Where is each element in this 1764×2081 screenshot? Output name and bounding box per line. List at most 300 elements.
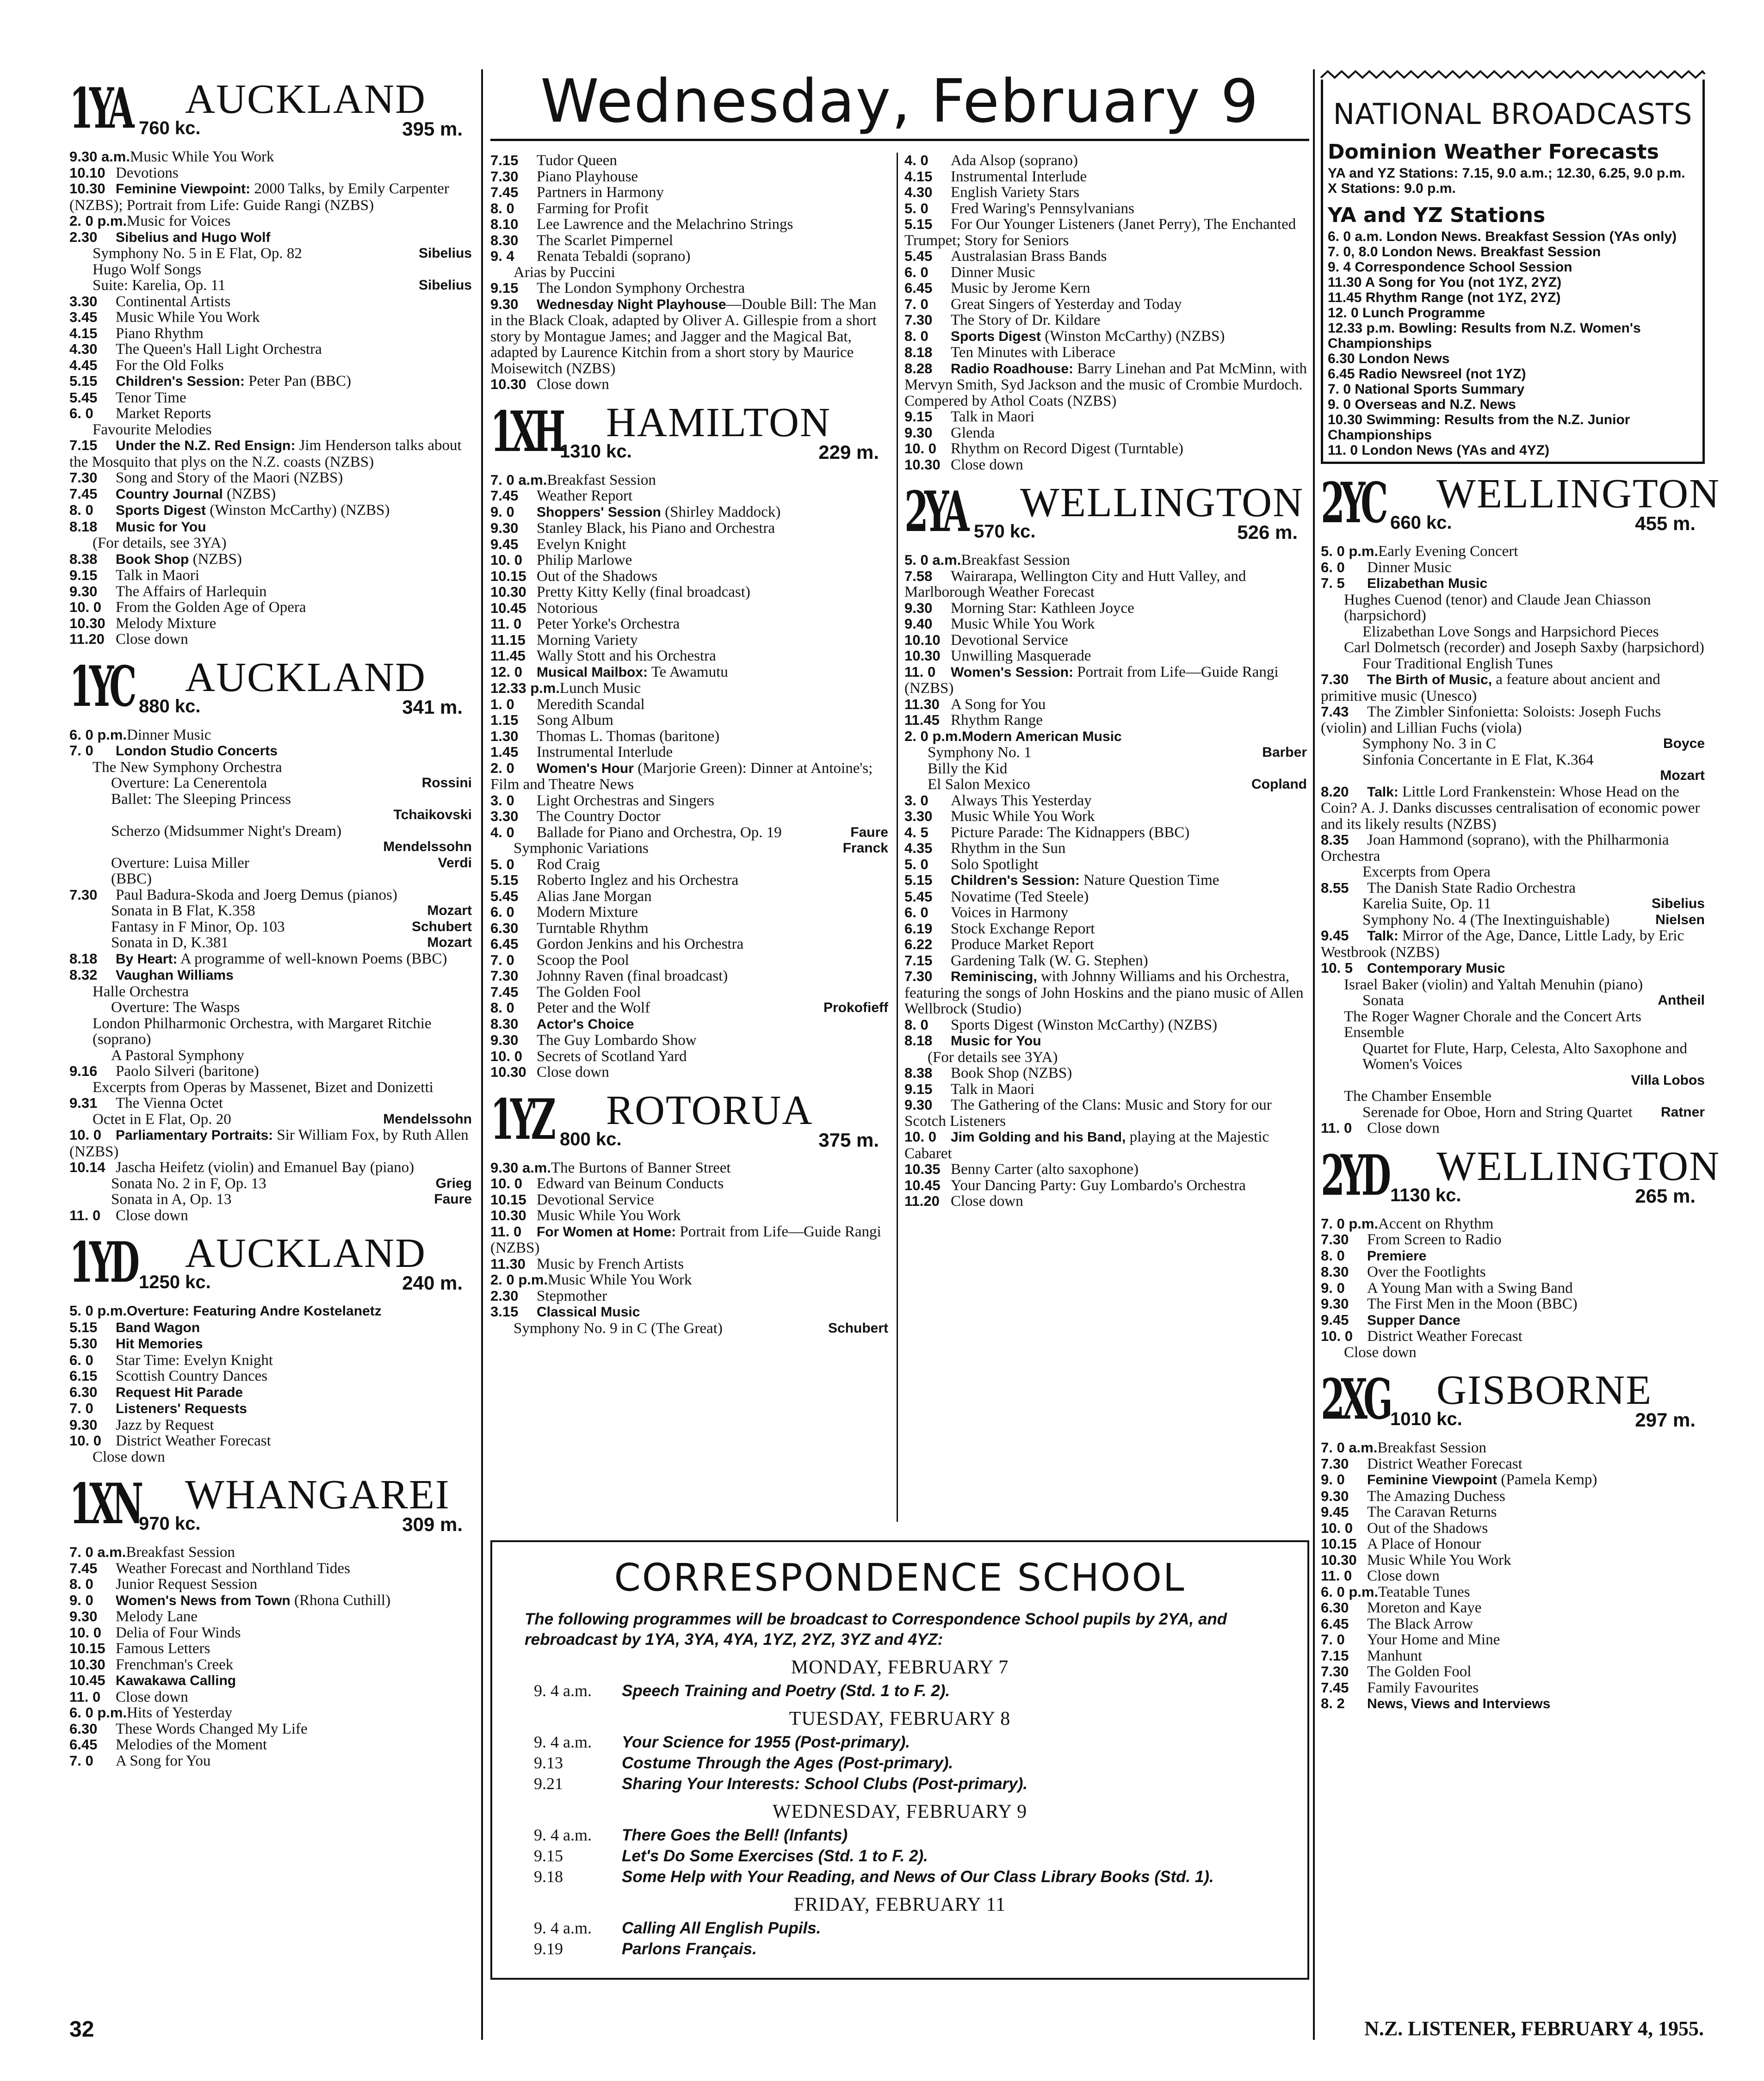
programme-line [69,1593,472,1609]
programme-line [69,1352,472,1369]
programme-highlight: Premiere [1367,1248,1427,1264]
programme-time: 11. 0 [490,616,522,632]
programme-time: 11.45 [490,648,526,664]
programme-time: 7.30 [69,886,98,903]
programme-title: Turntable Rhythm [537,920,649,937]
programme-line [490,793,888,809]
programme-line [69,229,472,246]
programme-time: 8.28 [904,360,933,377]
programme-highlight: Book Shop [116,551,189,567]
programme-line [69,406,472,422]
programme-time: 9.30 [69,1416,98,1433]
programme-highlight: Supper Dance [1367,1312,1461,1328]
programme-line [1321,1216,1705,1232]
programme-line [69,1737,472,1753]
programme-line [490,857,888,873]
programme-line [1321,1248,1705,1265]
programme-title: Paolo Silveri (baritone) [116,1063,259,1080]
programme-time: 8.38 [904,1065,933,1081]
programme-line [69,760,472,776]
programme-line [69,373,472,390]
programme-title: Israel Baker (violin) and Yaltah Menuhin (piano) [1344,976,1643,993]
programme-title: Ballade for Piano and Orchestra, Op. 19 [537,824,782,841]
programme-line [490,280,888,296]
programme-line [1321,575,1705,592]
programme-line [1321,1232,1705,1248]
correspondence-time: 9. 4 a.m. [534,1681,592,1700]
programme-line [69,1449,472,1465]
programme-line [490,504,888,521]
programme-time: 6. 0 p.m. [69,726,127,743]
programme-time: 6. 0 [904,264,928,280]
station-city: WELLINGTON [1020,480,1304,525]
programme-time: 9.45 [490,536,519,552]
programme-line [69,584,472,600]
programme-title: Close down [116,1688,188,1705]
programme-line [69,807,472,823]
programme-line [904,1017,1307,1033]
station-callsign: 2YD [1321,1142,1387,1208]
programme-line [904,568,1307,600]
programme-time: 10.30 [490,584,526,600]
programme-title: Book Shop (NZBS) [951,1065,1072,1081]
programme-line [69,1384,472,1401]
correspondence-item [525,1866,1275,1887]
programme-time: 8.32 [69,967,98,983]
programme-time: 11. 0 [490,1223,522,1240]
programme-time: 9.30 [904,1097,933,1113]
programme-line [904,296,1307,313]
programme-title: Song and Story of the Maori (NZBS) [116,469,343,486]
programme-line [1321,1105,1705,1121]
programme-title: Weather Report [537,488,633,504]
programme-time: 3.45 [69,309,98,325]
programme-title: A Place of Honour [1367,1536,1481,1552]
station-frequency: 660 kc. [1390,513,1452,533]
programme-title: Close down [1344,1344,1417,1361]
programme-line [69,470,472,486]
programme-title: Rod Craig [537,856,600,873]
programme-time: 8. 2 [1321,1695,1345,1711]
station-city: AUCKLAND [185,76,426,122]
programme-line [69,871,472,887]
programme-title: Dinner Music [951,264,1035,281]
station-callsign: 1XN [69,1471,140,1537]
column-rule [1313,69,1315,2040]
programme-line [1321,1584,1705,1600]
programme-time: 3.30 [904,808,933,824]
programme-title: The Queen's Hall Light Orchestra [116,341,322,358]
station-callsign: 1YA [69,76,130,141]
programme-highlight: Children's Session: [951,873,1080,888]
programme-time: 6. 0 p.m. [1321,1583,1379,1600]
programme-highlight: Musical Mailbox: [537,664,648,680]
forecast-line: YA and YZ Stations: 7.15, 9.0 a.m.; 12.30, 6.25, 9.0 p.m. [1328,166,1685,181]
programme-title: Close down [951,456,1023,473]
programme-time: 5. 0 p.m. [1321,543,1379,559]
programme-time: 10. 0 [490,1048,522,1064]
programme-title: Moreton and Kaye [1367,1599,1482,1616]
programme-title: (NZBS) [223,485,276,502]
programme-title: Talk in Maori [951,408,1034,425]
programme-time: 5.45 [69,389,98,406]
programme-line [1321,592,1705,624]
programme-title: Gardening Talk (W. G. Stephen) [951,952,1148,969]
correspondence-title: Sharing Your Interests: School Clubs (Post-primary). [622,1775,1028,1793]
programme-highlight: Sibelius and Hugo Wolf [116,229,271,245]
programme-time: 9. 0 [490,503,514,520]
station-header [904,477,1307,547]
programme-title: Jazz by Request [116,1416,214,1433]
programme-time: 9.30 [904,599,933,616]
programme-time: 10. 0 [904,1129,936,1145]
programme-time: 8. 0 [1321,1247,1345,1264]
programme-time: 2.30 [490,1287,519,1304]
programme-title: Renata Tebaldi (soprano) [537,248,691,265]
programme-highlight: Jim Golding and his Band, [951,1130,1126,1145]
programme-title: Unwilling Masquerade [951,648,1091,664]
programme-time: 11.20 [904,1193,940,1209]
programme-title: Instrumental Interlude [537,744,673,760]
programme-line [490,216,888,233]
programme-time: 9.30 [69,1608,98,1624]
programme-line [69,551,472,568]
programme-line [1321,640,1705,656]
programme-title: Light Orchestras and Singers [537,792,714,809]
programme-title: The New Symphony Orchestra [93,759,282,776]
programme-time: 10.15 [69,1640,105,1656]
correspondence-title: Costume Through the Ages (Post-primary). [622,1754,953,1772]
programme-title: Lunch Music [559,680,641,697]
programme-highlight: Sports Digest [116,503,206,518]
station-city: HAMILTON [606,399,831,445]
programme-line [69,616,472,632]
programme-title: Evelyn Knight [537,536,626,553]
composer: Boyce [1663,736,1705,751]
programme-line [490,568,888,585]
programme-time: 2. 0 p.m. [69,213,127,229]
programme-title: Music by French Artists [537,1255,684,1272]
station-frequency: 880 kc. [139,696,201,716]
programme-line [69,294,472,310]
composer: Ratner [1660,1104,1705,1120]
station-wavelength: 455 m. [1635,513,1696,534]
programme-title: Music by Jerome Kern [951,280,1090,296]
programme-time: 9.15 [69,567,98,583]
programme-line [904,745,1307,761]
programme-title: The Zimbler Sinfonietta: Soloists: Joseph Fuchs (violin) and Lillian Fuchs (viola) [1321,704,1665,736]
programme-line [69,903,472,919]
programme-title: Teatable Tunes [1378,1583,1470,1600]
programme-time: 7.30 [1321,1663,1349,1680]
programme-time: 5. 0 [490,856,514,872]
programme-time: 2. 0 [490,760,514,776]
programme-highlight: Wednesday Night Playhouse [537,296,726,312]
programme-line [69,1080,472,1096]
programme-time: 7. 0 [904,296,928,312]
composer: Prokofieff [823,1000,888,1015]
programme-time: 3. 0 [904,792,928,809]
correspondence-item [525,1680,1275,1701]
programme-title: Little Lord Frankenstein: Whose Head on the Coin? A. J. Danks discusses centralisation of economic power and its likely results (NZBS) [1321,783,1704,833]
programme-time: 10.45 [490,599,526,616]
programme-line [904,889,1307,905]
programme-title: (Winston McCarthy) (NZBS) [1041,327,1225,345]
station-callsign: 2YA [904,479,966,544]
station-header [490,397,888,467]
correspondence-title: There Goes the Bell! (Infants) [622,1826,848,1844]
programme-title: The Guy Lombardo Show [537,1032,697,1049]
programme-time: 9.15 [904,1081,933,1097]
programme-time: 11. 0 [904,663,936,680]
programme-highlight: London Studio Concerts [116,743,278,759]
station-frequency: 760 kc. [139,118,201,138]
programme-title: Over the Footlights [1367,1264,1486,1280]
programme-time: 4. 0 [904,152,928,168]
programme-title: Piano Playhouse [537,168,638,185]
programme-line [1321,672,1705,704]
programme-title: The Roger Wagner Chorale and the Concert Arts Ensemble [1344,1008,1646,1041]
programme-line [69,887,472,903]
national-programme-line: 12. 0 Lunch Programme [1328,305,1485,321]
programme-highlight: Band Wagon [116,1320,200,1335]
programme-title: Gordon Jenkins and his Orchestra [537,936,744,952]
programme-title: Talk in Maori [951,1081,1034,1098]
programme-line [490,1000,888,1016]
programme-time: 8.30 [1321,1264,1349,1280]
correspondence-time: 9.19 [534,1939,563,1958]
programme-line [904,632,1307,648]
programme-time: 11.20 [69,631,105,647]
programme-time: 7.30 [904,312,933,328]
programme-title: Weather Forecast and Northland Tides [116,1560,350,1577]
programme-line [1321,1009,1705,1041]
programme-title: Favourite Melodies [93,421,212,438]
programme-time: 8.35 [1321,832,1349,848]
programme-title: Piano Rhythm [116,325,204,342]
station-header [1321,1365,1705,1434]
programme-line [69,823,472,840]
correspondence-school-box [490,1540,1309,1980]
programme-title: Mirror of the Age, Dance, Little Lady, by Eric Westbrook (NZBS) [1321,927,1688,961]
programme-title: Voices in Harmony [951,904,1069,921]
programme-line [490,1176,888,1192]
programme-title: Devotional Service [537,1191,654,1208]
programme-time: 7.30 [1321,1455,1349,1472]
programme-time: 7.15 [69,437,98,453]
programme-highlight: Shoppers' Session [537,504,661,520]
national-programme-line: 11.45 Rhythm Range (not 1YZ, 2YZ) [1328,290,1561,305]
station-callsign: 2YC [1321,470,1384,536]
programme-title: Excerpts from Opera [1362,864,1491,880]
programme-time: 8.38 [69,550,98,567]
national-programme-line: 9. 0 Overseas and N.Z. News [1328,397,1516,412]
programme-title: Close down [1367,1120,1440,1136]
programme-title: District Weather Forecast [1367,1328,1523,1345]
programme-highlight: Request Hit Parade [116,1384,243,1400]
programme-title: Pretty Kitty Kelly (final broadcast) [537,584,750,600]
programme-line [904,1161,1307,1178]
weather-forecasts-title: Dominion Weather Forecasts [1328,140,1659,164]
programme-title: Arias by Puccini [514,264,615,281]
programme-line [490,1064,888,1081]
ya-yz-list [1328,229,1698,458]
programme-time: 10. 0 [69,1433,101,1449]
programme-title: (For details see 3YA) [928,1049,1058,1066]
programme-title: El Salon Mexico [928,776,1030,793]
programme-title: (Pamela Kemp) [1497,1471,1597,1488]
programme-highlight: Actor's Choice [537,1016,634,1032]
programme-title: The Black Arrow [1367,1615,1473,1632]
programme-time: 9. 0 [69,1592,93,1608]
programme-time: 9.31 [69,1095,98,1111]
programme-highlight: For Women at Home: [537,1224,676,1240]
programme-line [69,165,472,181]
station-frequency: 970 kc. [139,1513,201,1534]
programme-highlight: Hit Memories [116,1336,203,1352]
programme-line [904,345,1307,361]
programme-time: 8.55 [1321,879,1349,896]
programme-line [69,727,472,743]
programme-title: A Song for You [951,696,1046,713]
programme-line [1321,1472,1705,1488]
programme-line [69,246,472,262]
programme-line [69,743,472,760]
programme-line [904,840,1307,857]
programme-highlight: Contemporary Music [1367,961,1505,976]
programme-line [1321,1088,1705,1105]
programme-highlight: Modern American Music [962,729,1122,744]
programme-title: Paul Badura-Skoda and Joerg Demus (pianos) [116,886,397,903]
programme-title: The Gathering of the Clans: Music and Story for our Scotch Listeners [904,1097,1276,1130]
programme-line [490,744,888,760]
programme-time: 4. 5 [904,824,928,840]
programme-time: 7.30 [1321,1231,1349,1247]
column-4 [1321,69,1721,2031]
station-wavelength: 341 m. [402,696,463,718]
programme-title: Alias Jane Morgan [537,888,652,905]
programme-line [904,729,1307,745]
programme-line [1321,832,1705,864]
correspondence-time: 9.18 [534,1867,563,1886]
programme-title [1321,767,1325,784]
programme-line [1321,977,1705,993]
programme-title: English Variety Stars [951,184,1080,201]
programme-line [904,616,1307,632]
station-header [69,1470,472,1539]
programme-time: 9.30 [1321,1488,1349,1504]
programme-time: 10.30 [490,1064,526,1080]
programme-time: 11.45 [904,712,940,728]
programme-highlight: Feminine Viewpoint: [116,181,251,197]
programme-title: Early Evening Concert [1378,543,1518,560]
programme-line [490,984,888,1000]
programme-title: Devotional Service [951,631,1068,648]
programme-line [904,248,1307,265]
programme-title: Hugo Wolf Songs [93,261,202,278]
programme-time: 9.45 [1321,1504,1349,1520]
correspondence-item [525,1939,1275,1959]
programme-line [69,1544,472,1561]
programme-title: Sonata in D, K.381 [111,934,229,951]
programme-time: 7.45 [69,1560,98,1576]
programme-title: Sonata [1362,992,1404,1009]
programme-line [1321,1120,1705,1136]
national-broadcasts-title: NATIONAL BROADCASTS [1333,97,1693,131]
programme-time: 2. 0 p.m. [904,728,962,744]
programme-highlight: Sports Digest [951,328,1041,344]
programme-time: 7. 0 a.m. [69,1544,126,1560]
programme-line [69,1000,472,1016]
programme-title: Junior Request Session [116,1576,258,1593]
programme-line [1321,1456,1705,1472]
programme-title: Roberto Inglez and his Orchestra [537,872,739,889]
programme-title: Ballet: The Sleeping Princess [111,790,291,808]
programme-line [490,296,888,377]
composer: Rossini [421,775,472,790]
programme-time: 7.45 [1321,1679,1349,1696]
correspondence-day: FRIDAY, FEBRUARY 11 [793,1894,1006,1915]
composer: Sibelius [1651,896,1705,911]
programme-line [904,360,1311,409]
programme-highlight: Country Journal [116,486,223,502]
programme-line [69,502,472,519]
composer: Mendelssohn [383,839,472,854]
programme-time: 7.45 [490,488,519,504]
programme-time: 7.15 [1321,1647,1349,1664]
programme-line [490,265,888,281]
programme-time: 9.30 [490,296,519,312]
station-callsign: 1YD [69,1230,136,1295]
national-programme-line: 7. 0 National Sports Summary [1328,382,1525,397]
composer: Schubert [411,919,472,934]
programme-title: —Double Bill: The Man in the Black Cloak, adapted by Oliver A. Gillespie from a short story by Montague James; and Jagger and the Magical Bat, adapted by Laurence Kitchin from a short story by Maurice Moisewitch (NZBS) [490,296,881,377]
programme-title: Rhythm in the Sun [951,840,1066,857]
programme-time: 9.45 [1321,1311,1349,1328]
programme-line [904,712,1307,729]
programme-title: Thomas L. Thomas (baritone) [537,728,720,745]
programme-line [1321,1616,1705,1632]
programme-title: (Winston McCarthy) (NZBS) [206,502,390,519]
programme-line [904,185,1307,201]
programme-time: 6.45 [904,280,933,296]
programme-line [1321,736,1705,752]
programme-highlight: Vaughan Williams [116,968,234,983]
programme-time: 10.45 [904,1177,941,1193]
programme-line [1321,864,1705,880]
programme-title: District Weather Forecast [1367,1455,1523,1472]
programme-line [1321,768,1705,784]
programme-line [69,422,472,438]
programme-time: 9.16 [69,1063,98,1079]
programme-title: Notorious [537,599,598,617]
programme-title: Close down [537,1064,609,1081]
programme-line [1321,1073,1705,1089]
composer: Mozart [427,935,472,950]
programme-line [69,919,472,935]
programme-time: 5. 0 a.m. [904,552,961,568]
programme-highlight: Music for You [116,519,206,535]
programme-title: Close down [116,1207,188,1224]
programme-line [490,664,888,681]
programme-time: 8.10 [490,216,519,232]
programme-line [1321,960,1705,977]
station-callsign: 2XG [1321,1367,1389,1432]
programme-time: 6.15 [69,1368,98,1384]
programme-title: For Our Younger Listeners (Janet Perry), The Enchanted Trumpet; Story for Seniors [904,216,1300,249]
programme-time: 11. 0 [1321,1568,1352,1584]
station-frequency: 800 kc. [560,1129,622,1149]
